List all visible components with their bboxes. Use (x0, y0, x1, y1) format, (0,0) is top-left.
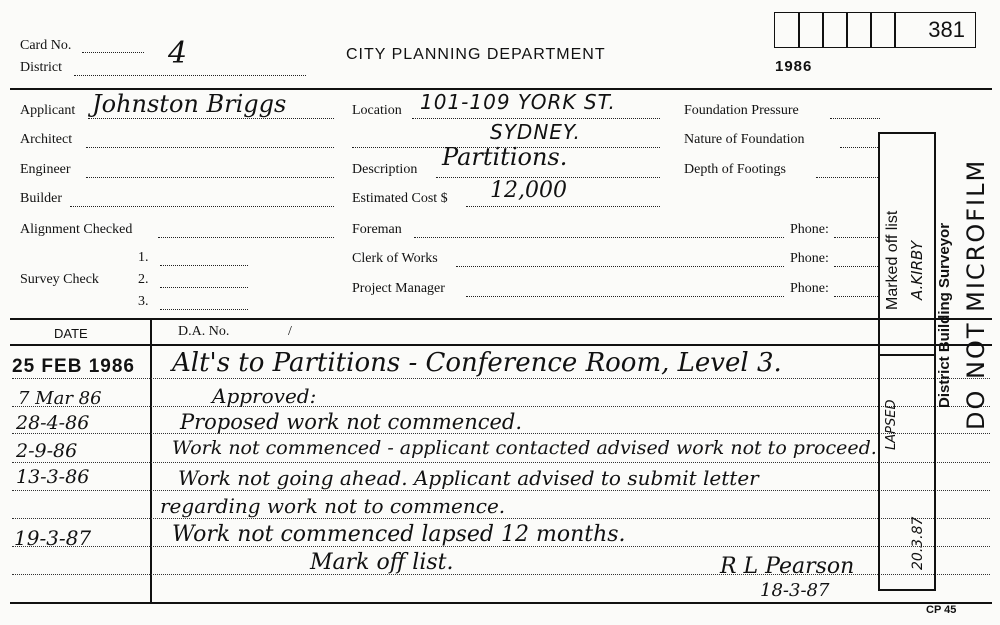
survey-label: Survey Check (20, 272, 99, 287)
entry-text-3: Proposed work not commenced. (180, 410, 523, 434)
form-code: CP 45 (926, 604, 957, 616)
foundation-pressure-label: Foundation Pressure (684, 103, 799, 118)
card-no-value: 4 (168, 36, 188, 71)
district-label: District (20, 60, 62, 75)
survey-3-dots (160, 309, 248, 310)
log-top-line (10, 318, 992, 320)
year-label: 1986 (775, 58, 813, 75)
stamp-box (878, 132, 936, 591)
pm-dots (466, 296, 784, 297)
entry-date-4: 2-9-86 (16, 440, 78, 462)
pm-phone-dots (834, 296, 878, 297)
da-header: D.A. No. (178, 324, 230, 339)
clerk-phone-dots (834, 266, 878, 267)
log-rule-2 (12, 406, 990, 407)
pm-label: Project Manager (352, 281, 445, 296)
stamp-microfilm: DO NOT MICROFILM (962, 158, 990, 430)
cost-dots (466, 206, 660, 207)
nature-label: Nature of Foundation (684, 132, 805, 147)
clerk-dots (456, 266, 784, 267)
log-rule-1 (12, 378, 990, 379)
foreman-label: Foreman (352, 222, 402, 237)
applicant-value: Johnston Briggs (92, 90, 287, 118)
applicant-label: Applicant (20, 103, 76, 118)
signature-date: 18-3-87 (760, 580, 830, 601)
entry-text-7: Work not commenced lapsed 12 months. (172, 522, 626, 547)
location-dots (412, 118, 660, 119)
clerk-label: Clerk of Works (352, 251, 438, 266)
entry-text-8: Mark off list. (310, 550, 454, 575)
foreman-phone-label: Phone: (790, 222, 829, 237)
pm-phone-label: Phone: (790, 281, 829, 296)
applicant-dots (88, 118, 334, 119)
builder-label: Builder (20, 191, 62, 206)
entry-date-3: 28-4-86 (16, 412, 90, 434)
log-header-line (10, 344, 992, 346)
stamp-marked-text: Marked off list (884, 210, 901, 310)
alignment-dots (158, 237, 334, 238)
location-label: Location (352, 103, 402, 118)
survey-3-label: 3. (138, 294, 149, 309)
engineer-label: Engineer (20, 162, 71, 177)
nature-dots (840, 147, 880, 148)
signature: R L Pearson (720, 554, 855, 579)
entry-text-4: Work not commenced - applicant contacted advised work not to proceed. (172, 437, 877, 459)
entry-text-6: regarding work not to commence. (160, 494, 506, 518)
clerk-phone-label: Phone: (790, 251, 829, 266)
architect-label: Architect (20, 132, 73, 147)
foreman-phone-dots (834, 237, 878, 238)
survey-1-label: 1. (138, 250, 149, 265)
district-dots (74, 75, 306, 76)
log-bottom-line (10, 602, 992, 604)
description-label: Description (352, 162, 418, 177)
architect-dots (86, 147, 334, 148)
alignment-label: Alignment Checked (20, 222, 133, 237)
foundation-pressure-dots (830, 118, 880, 119)
survey-2-dots (160, 287, 248, 288)
builder-dots (70, 206, 334, 207)
da-value: / (288, 324, 292, 339)
survey-2-label: 2. (138, 272, 149, 287)
foreman-dots (414, 237, 784, 238)
stamp-lapsed-date: 20.3.87 (910, 516, 926, 570)
survey-1-dots (160, 265, 248, 266)
cost-value: 12,000 (490, 178, 567, 203)
stamp-surveyor: District Building Surveyor (936, 222, 953, 408)
entry-date-2: 7 Mar 86 (18, 388, 102, 409)
entry-text-2: Approved: (212, 384, 317, 408)
entry-text-1: Alt's to Partitions - Conference Room, Level 3. (172, 348, 782, 378)
card-no-dots (82, 52, 144, 53)
date-header: DATE (54, 326, 88, 341)
entry-date-7: 19-3-87 (14, 526, 92, 550)
log-rule-4 (12, 462, 990, 463)
description-value: Partitions. (442, 143, 568, 171)
entry-date-5: 13-3-86 (16, 466, 90, 488)
card-number: 381 (928, 17, 965, 42)
location-line-2: SYDNEY. (490, 120, 581, 144)
stamp-lapsed: LAPSED (884, 399, 899, 450)
depth-label: Depth of Footings (684, 162, 786, 177)
engineer-dots (86, 177, 334, 178)
entry-date-1: 25 FEB 1986 (12, 356, 135, 377)
depth-dots (816, 177, 880, 178)
stamp-initials: A.KIRBY (908, 240, 926, 300)
log-rule-6 (12, 518, 990, 519)
card-number-box (774, 12, 976, 48)
entry-text-5: Work not going ahead. Applicant advised to submit letter (178, 466, 759, 490)
location-line-1: 101-109 YORK ST. (420, 90, 616, 114)
cost-label: Estimated Cost $ (352, 191, 448, 206)
date-column-divider (150, 318, 152, 602)
log-rule-5 (12, 490, 990, 491)
card-no-label: Card No. (20, 38, 72, 53)
department-title: CITY PLANNING DEPARTMENT (346, 46, 606, 63)
